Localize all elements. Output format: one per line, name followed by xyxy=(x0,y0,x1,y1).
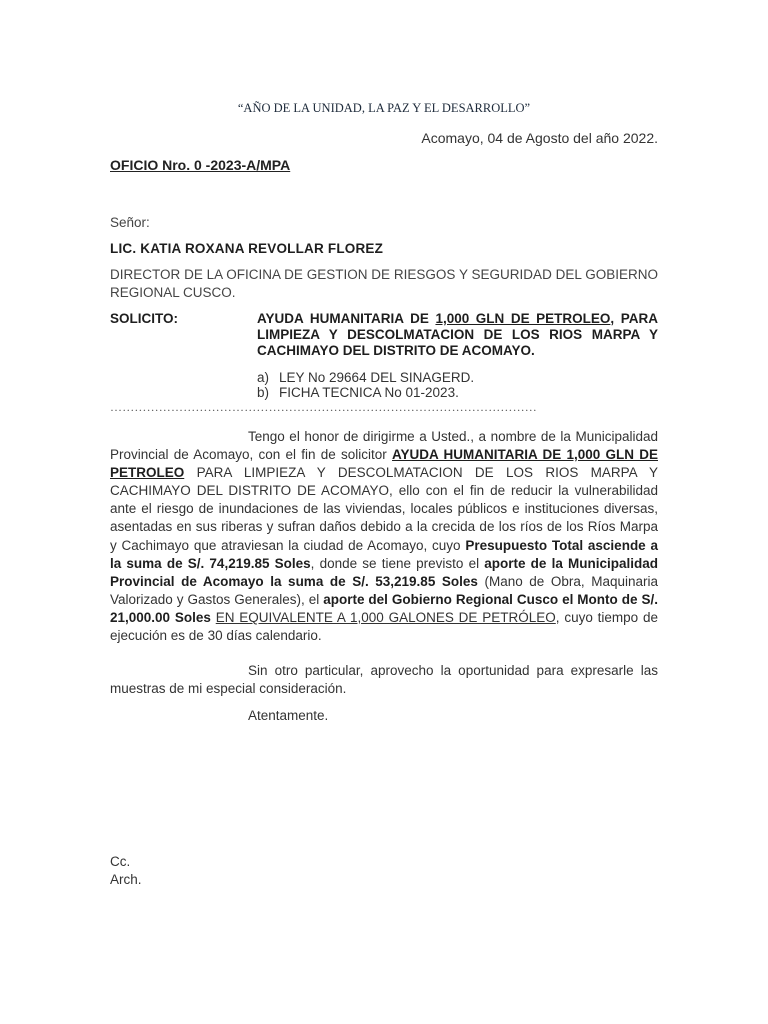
copy-notes xyxy=(110,853,142,889)
oficio-number: OFICIO Nro. 0 -2023-A/MPA xyxy=(110,157,291,173)
solicito-text xyxy=(257,311,658,359)
body-municipal-contribution: aporte de la Municipalidad Provincial de Acomayo la suma de S/. 53,219.85 Soles xyxy=(110,555,658,589)
reference-item xyxy=(257,385,474,400)
closing-paragraph: Sin otro particular, aprovecho la oportunidad para expresarle las muestras de mi especial consideración. xyxy=(110,663,658,696)
body-equivalent: EN EQUIVALENTE A 1,000 GALONES DE PETRÓLEO xyxy=(215,609,556,625)
solicito-label: SOLICITO: xyxy=(110,311,179,326)
solicito-part1: AYUDA HUMANITARIA DE xyxy=(257,311,436,326)
regards: Atentamente. xyxy=(248,708,329,723)
body-text-5: , cuyo tiempo de ejecución es de 30 días calendario. xyxy=(110,609,659,644)
body-total-budget: Presupuesto Total asciende a la suma de S/. 74,219.85 Soles xyxy=(110,537,658,571)
place-date: Acomayo, 04 de Agosto del año 2022. xyxy=(421,130,658,146)
body-text-2: PARA LIMPIEZA Y DESCOLMATACION DE LOS RIOS MARPA Y CACHIMAYO DEL DISTRITO DE ACOMAYO, ello con el fin de reducir la vulnerabilidad ante el riesgo de inundaciones de las viviendas, locales públicos e instituciones diversas, asentadas en sus riberas y sufran daños debido a la crecida de los ríos de los Ríos Marpa y Cachimayo que atraviesan la ciudad de Acomayo, cuyo xyxy=(110,465,658,553)
body-regional-contribution: aporte del Gobierno Regional Cusco el Monto de S/. 21,000.00 Soles xyxy=(110,591,658,625)
recipient-title: DIRECTOR DE LA OFICINA DE GESTION DE RIESGOS Y SEGURIDAD DEL GOBIERNO REGIONAL CUSCO. xyxy=(110,267,658,300)
body-highlight-request: AYUDA HUMANITARIA DE 1,000 GLN DE PETROLEO xyxy=(110,447,658,481)
cc-line: Cc. xyxy=(110,854,131,869)
year-motto: “AÑO DE LA UNIDAD, LA PAZ Y EL DESARROLLO” xyxy=(237,101,531,115)
body-text-3: , donde se tiene previsto el xyxy=(310,555,485,571)
body-text-4: (Mano de Obra, Maquinaria Valorizado y Gastos Generales), el xyxy=(110,573,658,607)
solicito-underlined: 1,000 GLN DE PETROLEO xyxy=(435,311,611,326)
solicito-part2: , PARA LIMPIEZA Y DESCOLMATACION DE LOS RIOS MARPA Y CACHIMAYO DEL DISTRITO DE ACOMAYO. xyxy=(257,311,658,358)
salutation: Señor: xyxy=(110,215,150,230)
reference-text: LEY No 29664 DEL SINAGERD. xyxy=(279,370,475,385)
reference-letter: b) xyxy=(257,385,270,400)
body-text-1: Tengo el honor de dirigirme a Usted., a nombre de la Municipalidad Provincial de Acomayo, con el fin de solicitor xyxy=(110,429,658,463)
reference-item xyxy=(257,370,474,385)
body-paragraph xyxy=(110,428,658,645)
reference-list xyxy=(257,370,474,400)
dotted-separator: …………………………………………………………………………………………… xyxy=(110,400,537,414)
recipient-name: LIC. KATIA ROXANA REVOLLAR FLOREZ xyxy=(110,241,384,256)
reference-text: FICHA TECNICA No 01-2023. xyxy=(279,385,459,400)
reference-letter: a) xyxy=(257,370,270,385)
archive-line: Arch. xyxy=(110,872,142,887)
